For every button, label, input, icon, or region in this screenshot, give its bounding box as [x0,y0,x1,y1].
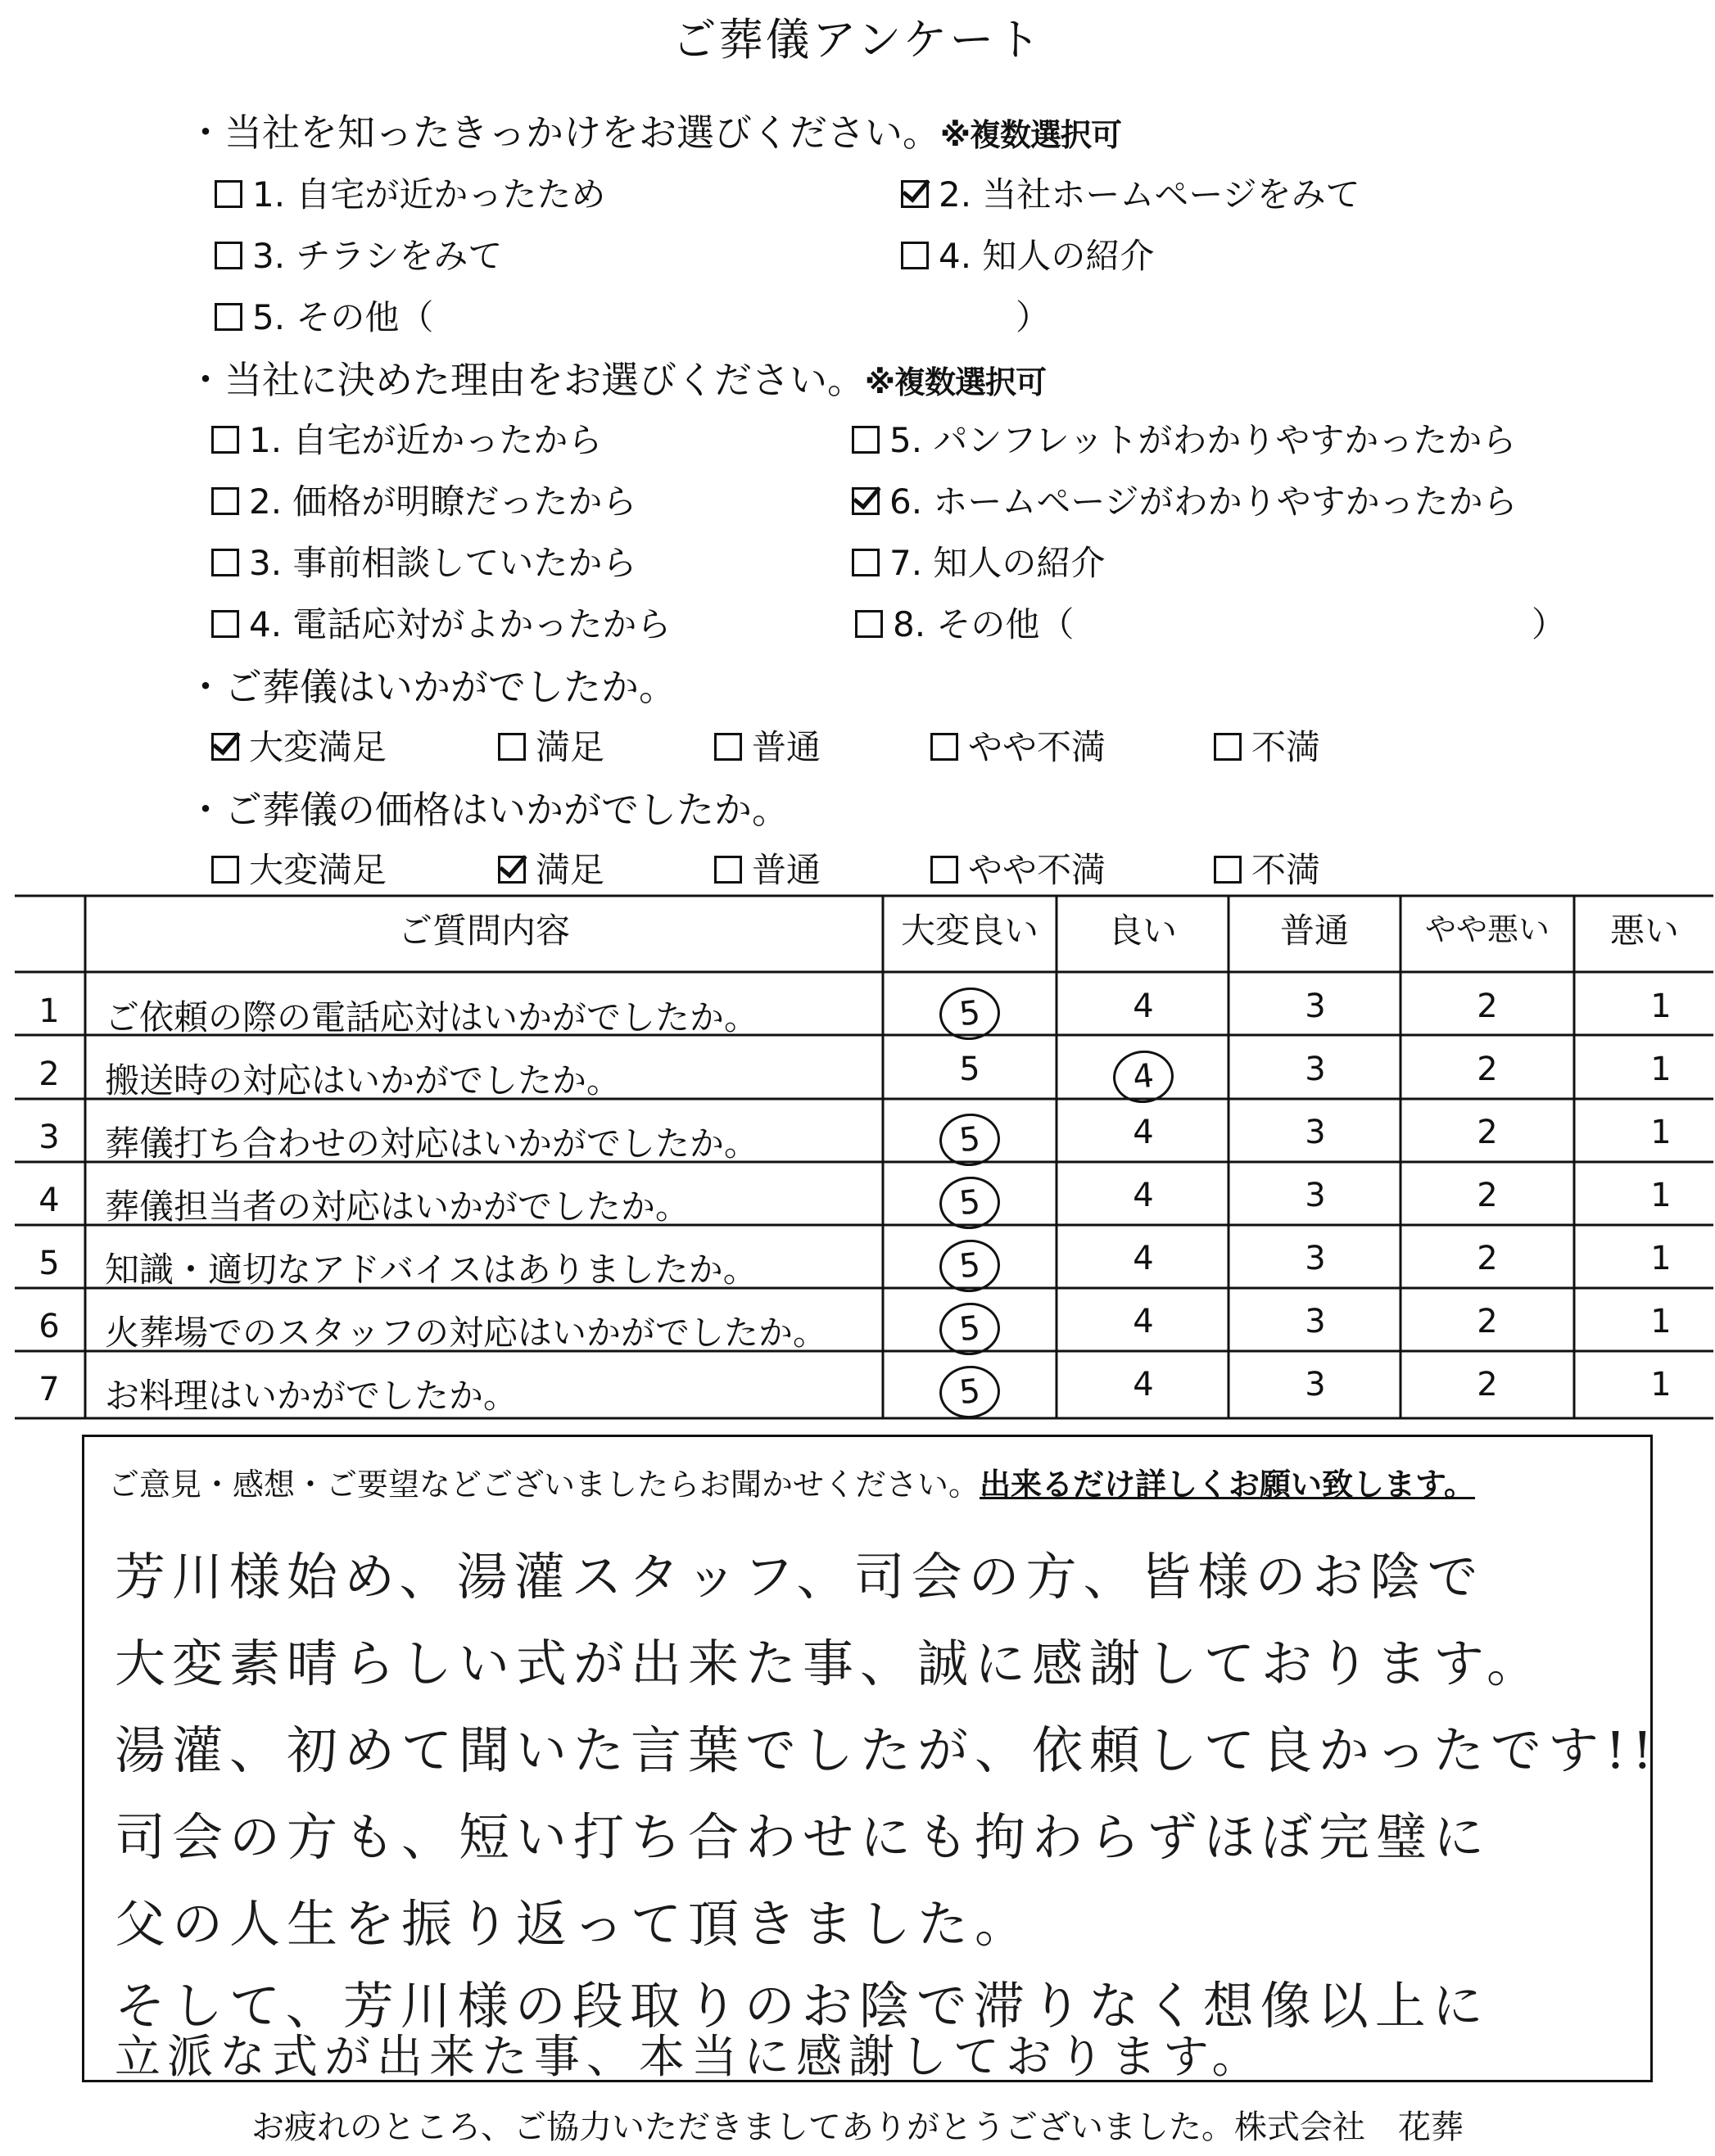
score-value: 3 [1305,988,1326,1025]
option-discovery-3[interactable] [215,229,502,278]
score-value: 5 [937,1299,1002,1358]
comment-prompt-emphasis: 出来るだけ詳しくお願い致します。 [980,1467,1475,1503]
handwritten-line-3: 湯灌、初めて聞いた言葉でしたが、依頼して良かったです!! [115,1720,1659,1780]
row-question: 葬儀打ち合わせの対応はいかがでしたか。 [105,1123,759,1164]
checkbox[interactable] [211,487,239,515]
row-number: 1 [38,992,60,1030]
score-option[interactable] [1094,1303,1192,1340]
option-price-dissatisfied[interactable] [1214,843,1320,893]
row-number: 6 [38,1308,60,1345]
score-option[interactable] [1438,1240,1536,1277]
footer-thanks: お疲れのところ、ご協力いただきましてありがとうございました。株式会社 花葬 [251,2109,1464,2146]
handwritten-line-5: 父の人生を振り返って頂きました。 [115,1894,1033,1954]
score-option-selected[interactable] [921,1240,1019,1292]
score-value: 2 [1477,1114,1498,1151]
option-price-satisfied[interactable] [498,843,604,893]
score-value: 4 [1133,1303,1154,1340]
score-value: 3 [1305,1177,1326,1214]
handwritten-line-1: 芳川様始め、湯灌スタッフ、司会の方、皆様のお陰で [115,1547,1485,1607]
score-option-selected[interactable] [921,1303,1019,1355]
question-funeral-satisfaction: ・ご葬儀はいかがでしたか。 [187,665,676,709]
option-label: 8. その他（ [893,604,1075,644]
score-value: 4 [1133,988,1154,1025]
option-label: 5. パンフレットがわかりやすかったから [889,420,1517,460]
option-label: 普通 [752,727,821,767]
row-number: 2 [38,1055,60,1093]
option-label: やや不満 [968,727,1106,767]
option-label: やや不満 [968,850,1106,890]
row-question: 知識・適切なアドバイスはありましたか。 [105,1250,758,1290]
score-option[interactable] [1266,1114,1364,1151]
option-label: 7. 知人の紹介 [889,543,1106,583]
score-option[interactable] [1266,988,1364,1025]
option-label: 不満 [1251,850,1321,890]
checkbox[interactable] [211,426,239,454]
checkbox-checked[interactable] [901,180,929,208]
score-value: 2 [1477,1366,1498,1403]
score-option-selected[interactable] [921,988,1019,1040]
comment-prompt-text: ご意見・感想・ご要望などございましたらお聞かせください。 [108,1467,980,1503]
option-label: 6. ホームページがわかりやすかったから [889,481,1518,522]
question-discovery [187,103,1121,157]
checkbox[interactable] [930,856,958,884]
checkbox[interactable] [1214,733,1242,761]
row-number: 5 [38,1245,60,1282]
score-option[interactable] [1612,1114,1710,1151]
score-value: 2 [1477,1051,1498,1088]
option-label: 5. その他（ [252,297,434,337]
row-question: ご依頼の際の電話応対はいかがでしたか。 [105,997,759,1037]
score-option[interactable] [1266,1366,1364,1403]
row-number: 7 [38,1371,60,1408]
score-value: 5 [937,1173,1002,1232]
question-discovery-label: ・当社を知ったきっかけをお選びください。 [187,111,940,155]
row-question: 搬送時の対応はいかがでしたか。 [105,1060,622,1101]
score-option[interactable] [1094,988,1192,1025]
option-reason-8[interactable] [855,598,1074,647]
option-reason-2[interactable] [211,475,636,524]
score-value: 2 [1477,1303,1498,1340]
score-option[interactable] [1266,1240,1364,1277]
score-value: 1 [1650,1114,1672,1151]
score-option[interactable] [1612,1366,1710,1403]
option-price-somewhat-dissatisfied[interactable] [930,843,1106,893]
option-reason-1[interactable] [211,414,602,463]
score-value: 2 [1477,1177,1498,1214]
checkbox[interactable] [714,856,742,884]
option-reason-4[interactable] [211,598,671,647]
checkbox-checked[interactable] [211,733,239,761]
score-option[interactable] [1266,1051,1364,1088]
question-price-satisfaction: ・ご葬儀の価格はいかがでしたか。 [187,788,790,832]
option-satisfaction-neutral[interactable] [714,721,821,770]
other-close-paren: ） [1532,604,1567,644]
score-option[interactable] [1094,1240,1192,1277]
score-value: 3 [1305,1051,1326,1088]
score-value: 1 [1650,1240,1672,1277]
option-label: 満足 [536,850,605,890]
checkbox[interactable] [215,180,242,208]
question-reason-label: ・当社に決めた理由をお選びください。 [187,358,865,402]
score-option[interactable] [1612,988,1710,1025]
option-label: 2. 価格が明瞭だったから [249,481,637,522]
score-value: 4 [1111,1047,1176,1105]
multi-select-note: ※複数選択可 [865,364,1046,400]
option-label: 1. 自宅が近かったため [252,174,606,215]
score-value: 1 [1650,1366,1672,1403]
score-option[interactable] [1612,1177,1710,1214]
row-question: 火葬場でのスタッフの対応はいかがでしたか。 [105,1313,828,1353]
checkbox[interactable] [211,856,239,884]
option-discovery-4[interactable] [901,229,1154,278]
score-option[interactable] [1094,1366,1192,1403]
option-label: 3. チラシをみて [252,236,503,276]
handwritten-line-4: 司会の方も、短い打ち合わせにも拘わらずほぼ完璧に [115,1807,1491,1867]
option-satisfaction-satisfied[interactable] [498,721,604,770]
score-option[interactable] [1094,1114,1192,1151]
score-value: 4 [1133,1366,1154,1403]
checkbox-checked[interactable] [498,856,526,884]
option-reason-6[interactable] [852,475,1518,524]
header-good: 良い [1107,911,1177,951]
checkbox-checked[interactable] [852,487,880,515]
header-question: ご質問内容 [397,911,570,951]
score-value: 3 [1305,1114,1326,1151]
score-option[interactable] [1612,1303,1710,1340]
option-label: 1. 自宅が近かったから [249,420,603,460]
row-question: 葬儀担当者の対応はいかがでしたか。 [105,1186,690,1227]
score-option-selected[interactable] [1094,1051,1192,1103]
score-option[interactable] [1612,1051,1710,1088]
row-number: 4 [38,1182,60,1219]
score-option[interactable] [1266,1177,1364,1214]
score-option[interactable] [1438,1177,1536,1214]
page-title: ご葬儀アンケート [672,14,1043,66]
option-reason-5[interactable] [852,414,1516,463]
checkbox[interactable] [215,242,242,269]
option-satisfaction-dissatisfied[interactable] [1214,721,1320,770]
other-close-paren: ） [1016,297,1051,337]
score-value: 5 [937,984,1002,1042]
option-label: 大変満足 [249,727,387,767]
checkbox[interactable] [852,426,880,454]
header-bad: 悪い [1609,911,1679,951]
row-question: お料理はいかがでしたか。 [105,1376,518,1416]
checkbox[interactable] [855,610,883,638]
score-option[interactable] [1438,1114,1536,1151]
score-value: 3 [1305,1303,1326,1340]
handwritten-line-6: そして、芳川様の段取りのお陰で滞りなく想像以上に [115,1976,1490,2036]
score-option[interactable] [1438,1366,1536,1403]
checkbox[interactable] [930,733,958,761]
option-label: 満足 [536,727,605,767]
option-label: 普通 [752,850,821,890]
option-price-very-satisfied[interactable] [211,843,387,893]
checkbox[interactable] [211,610,239,638]
handwritten-line-2: 大変素晴らしい式が出来た事、誠に感謝しております。 [115,1634,1545,1693]
option-satisfaction-somewhat-dissatisfied[interactable] [930,721,1106,770]
checkbox[interactable] [714,733,742,761]
checkbox[interactable] [852,549,880,576]
header-somewhat-bad: やや悪い [1424,911,1550,947]
option-label: 3. 事前相談していたから [249,543,637,583]
score-value: 3 [1305,1366,1326,1403]
checkbox[interactable] [1214,856,1242,884]
score-value: 5 [937,1236,1002,1295]
checkbox[interactable] [901,242,929,269]
score-value: 4 [1133,1177,1154,1214]
score-value: 2 [1477,988,1498,1025]
score-value: 4 [1133,1240,1154,1277]
score-option[interactable] [1612,1240,1710,1277]
option-discovery-5[interactable] [215,291,433,340]
score-value: 1 [1650,988,1672,1025]
option-label: 4. 知人の紹介 [939,236,1155,276]
score-value: 5 [937,1110,1002,1168]
option-label: 不満 [1251,727,1321,767]
comment-prompt [108,1459,1475,1504]
score-option[interactable] [1094,1177,1192,1214]
header-average: 普通 [1279,911,1349,951]
checkbox[interactable] [498,733,526,761]
score-option[interactable] [1438,1303,1536,1340]
score-value: 5 [937,1363,1002,1421]
multi-select-note: ※複数選択可 [940,117,1121,153]
score-option[interactable] [1438,1051,1536,1088]
score-option-selected[interactable] [921,1177,1019,1229]
score-option-selected[interactable] [921,1366,1019,1418]
option-label: 大変満足 [249,850,387,890]
score-value: 4 [1133,1114,1154,1151]
score-value: 3 [1305,1240,1326,1277]
option-reason-7[interactable] [852,536,1105,585]
checkbox[interactable] [211,549,239,576]
score-value: 1 [1650,1177,1672,1214]
option-discovery-2[interactable] [901,168,1360,217]
question-reason [187,350,1046,405]
row-number: 3 [38,1119,60,1156]
handwritten-line-7: 立派な式が出来た事、本当に感謝しております。 [115,2031,1265,2084]
score-option[interactable] [1438,988,1536,1025]
score-option[interactable] [921,1051,1019,1088]
option-price-neutral[interactable] [714,843,821,893]
option-label: 4. 電話応対がよかったから [249,604,672,644]
score-value: 2 [1477,1240,1498,1277]
score-value: 5 [959,1051,980,1088]
option-discovery-1[interactable] [215,168,605,217]
header-very-good: 大変良い [900,911,1039,951]
score-value: 1 [1650,1051,1672,1088]
score-value: 1 [1650,1303,1672,1340]
option-label: 2. 当社ホームページをみて [939,174,1360,215]
checkbox[interactable] [215,303,242,331]
option-reason-3[interactable] [211,536,636,585]
score-option-selected[interactable] [921,1114,1019,1166]
score-option[interactable] [1266,1303,1364,1340]
option-satisfaction-very-satisfied[interactable] [211,721,387,770]
